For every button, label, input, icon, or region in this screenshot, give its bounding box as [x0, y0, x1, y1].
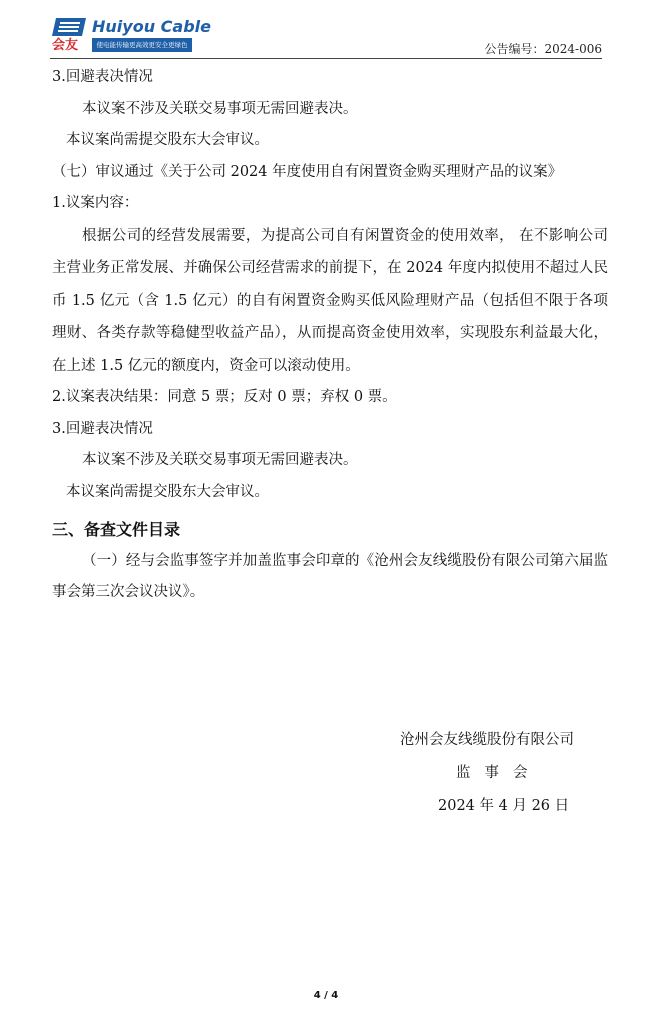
signature-board: 监事会	[456, 765, 542, 781]
section-reference-documents-title: 三、备查文件目录	[52, 520, 181, 539]
heading-avoid-voting: 3.回避表决情况	[52, 69, 153, 85]
text-submit-shareholders-2: 本议案尚需提交股东大会审议。	[66, 483, 269, 500]
notice-number: 公告编号：2024-006	[484, 42, 602, 56]
heading-avoid-voting-2: 3.回避表决情况	[52, 420, 153, 437]
page-number: 4 / 4	[313, 990, 339, 1001]
motion-seven-title: （七）审议通过《关于公司 2024 年度使用自有闲置资金购买理财产品的议案》	[52, 163, 563, 180]
page-header	[0, 0, 652, 62]
signature-date: 2024 年 4 月 26 日	[438, 798, 570, 814]
voting-result: 2.议案表决结果：同意 5 票；反对 0 票；弃权 0 票。	[52, 389, 397, 405]
document-body	[52, 62, 608, 608]
logo-slogan: 使电能传输更高效更安全更绿色	[92, 38, 192, 52]
text-no-related-transaction-2: 本议案不涉及关联交易事项无需回避表决。	[82, 452, 358, 468]
logo-chinese-text: 会友	[52, 38, 79, 53]
reference-document-item: （一）经与会监事签字并加盖监事会印章的《沧州会友线缆股份有限公司第六届监事会第三次会议决议》。	[52, 553, 608, 600]
logo-mark-icon	[52, 16, 88, 38]
header-divider	[50, 58, 602, 59]
logo-english-text: Huiyou Cable	[92, 17, 211, 36]
company-logo	[52, 16, 211, 56]
text-submit-shareholders: 本议案尚需提交股东大会审议。	[66, 132, 269, 148]
motion-content-paragraph: 根据公司的经营发展需要，为提高公司自有闲置资金的使用效率， 在不影响公司主营业务正常发展、并确保公司经营需求的前提下，在 2024 年度内拟使用不超过人民币 1.5 亿元（含 1.5 亿元）的自有闲置资金购买低风险理财产品（包括但不限于各项理财、各类存款等稳健型收益产品），从而提高资金使用效率，实现股东利益最大化，在上述 1.5 亿元的额度内，资金可以滚动使用。	[52, 227, 608, 374]
signature-company: 沧州会友线缆股份有限公司	[400, 732, 574, 748]
heading-motion-content: 1.议案内容：	[52, 195, 139, 211]
text-no-related-transaction: 本议案不涉及关联交易事项无需回避表决。	[82, 100, 358, 117]
